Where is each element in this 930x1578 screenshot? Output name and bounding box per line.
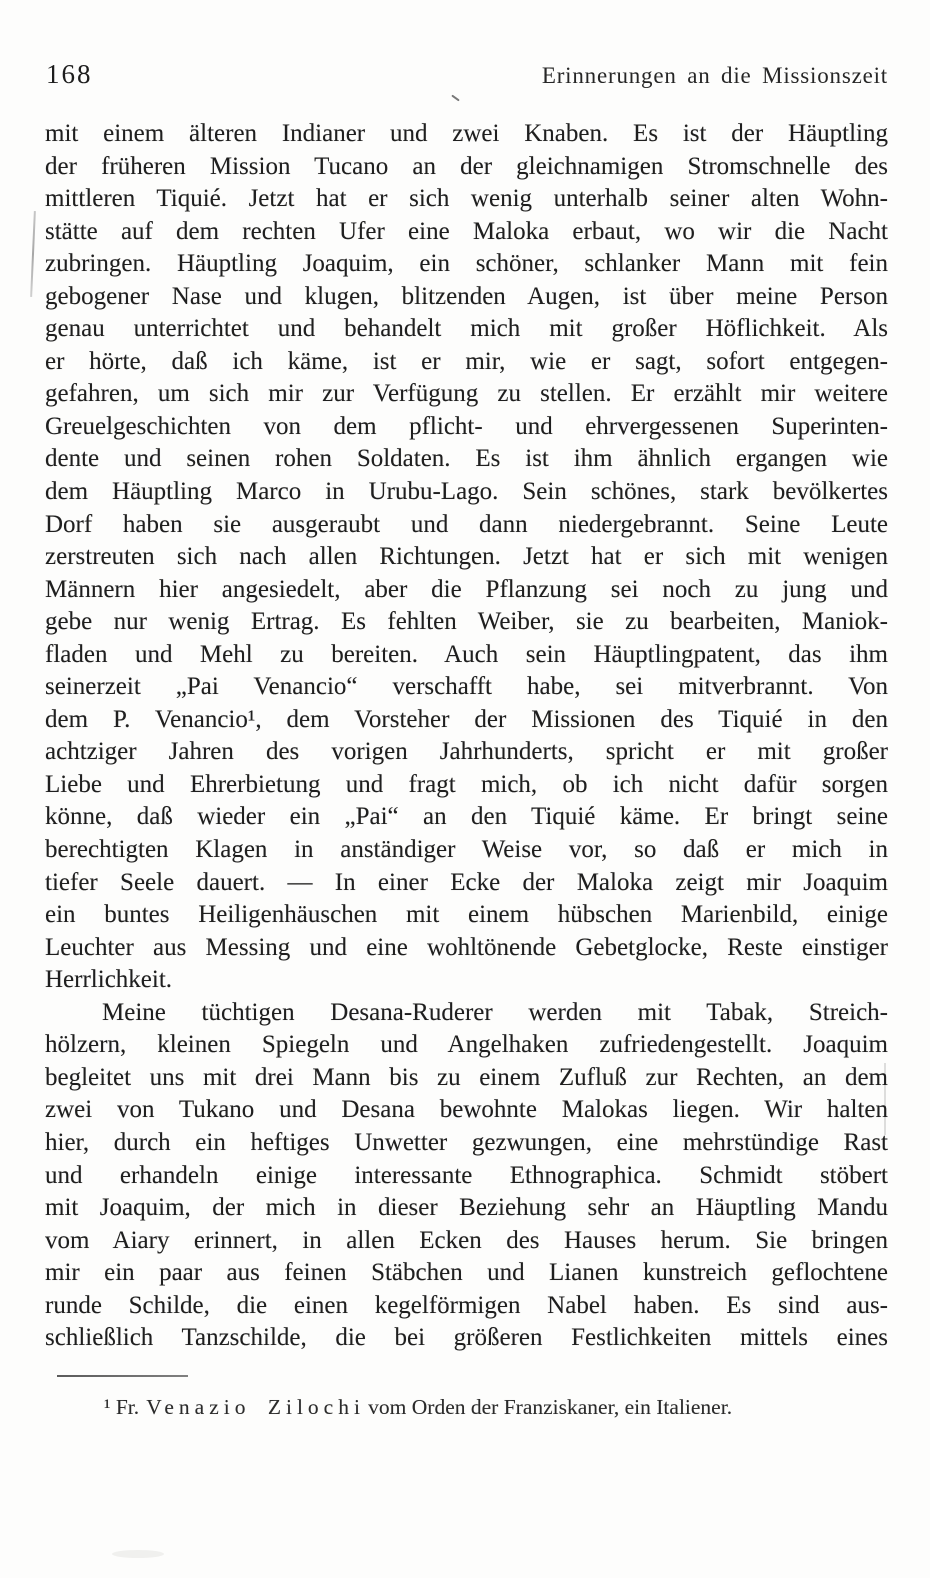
text-line: Liebe und Ehrerbietung und fragt mich, ob ich nicht dafür sorgen	[45, 770, 888, 798]
text-line: der früheren Mission Tucano an der gleichnamigen Stromschnelle des	[45, 152, 888, 180]
text-line: Männern hier angesiedelt, aber die Pflanzung sei noch zu jung und	[45, 575, 888, 603]
text-line: seinerzeit „Pai Venancio“ verschafft habe, sei mitverbrannt. Von	[45, 673, 888, 701]
footnote-name: Venazio Zilochi	[146, 1395, 365, 1419]
text-line: mit einem älteren Indianer und zwei Knaben. Es ist der Häuptling	[45, 120, 888, 147]
text-line: tiefer Seele dauert. — In einer Ecke der Maloka zeigt mir Joaquim	[45, 868, 888, 896]
text-line: hier, durch ein heftiges Unwetter gezwungen, eine mehrstündige Rast	[45, 1128, 888, 1156]
text-line: Herrlichkeit.	[45, 966, 173, 994]
text-line: vom Aiary erinnert, in allen Ecken des Hauses herum. Sie bringen	[45, 1226, 888, 1254]
text-line: mir ein paar aus feinen Stäbchen und Lianen kunstreich geflochtene	[45, 1259, 888, 1287]
text-line: stätte auf dem rechten Ufer eine Maloka erbaut, wo wir die Nacht	[45, 217, 888, 245]
text-line: genau unterrichtet und behandelt mich mit großer Höflichkeit. Als	[45, 315, 888, 343]
text-line: und erhandeln einige interessante Ethnographica. Schmidt stöbert	[45, 1161, 888, 1189]
text-line: Greuelgeschichten von dem pflicht- und ehrvergessenen Superinten-	[45, 412, 888, 440]
footnote	[104, 1395, 732, 1420]
left-margin-scratch	[30, 211, 36, 297]
page-number: 168	[46, 59, 93, 89]
footnote-divider	[57, 1375, 188, 1377]
text-line: fladen und Mehl zu bereiten. Auch sein Häuptlingpatent, das ihm	[45, 640, 888, 668]
text-line: runde Schilde, die einen kegelförmigen Nabel haben. Es sind aus-	[45, 1291, 888, 1319]
text-line: begleitet uns mit drei Mann bis zu einem Zufluß zur Rechten, an dem	[45, 1063, 888, 1091]
running-title: Erinnerungen an die Missionszeit	[541, 63, 888, 88]
text-line: zubringen. Häuptling Joaquim, ein schöner, schlanker Mann mit fein	[45, 250, 888, 278]
text-line: mittleren Tiquié. Jetzt hat er sich wenig unterhalb seiner alten Wohn-	[45, 185, 888, 213]
text-line: berechtigten Klagen in anständiger Weise vor, so daß er mich in	[45, 836, 888, 864]
text-line: gebogener Nase und klugen, blitzenden Augen, ist über meine Person	[45, 282, 888, 310]
text-line: dem Häuptling Marco in Urubu-Lago. Sein schönes, stark bevölkertes	[45, 478, 888, 506]
text-line: Dorf haben sie ausgeraubt und dann niedergebrannt. Seine Leute	[45, 510, 888, 538]
text-line: dente und seinen rohen Soldaten. Es ist ihm ähnlich ergangen wie	[45, 445, 888, 473]
text-line: schließlich Tanzschilde, die bei größeren Festlichkeiten mittels eines	[45, 1324, 888, 1352]
text-line: zerstreuten sich nach allen Richtungen. Jetzt hat er sich mit wenigen	[45, 543, 888, 571]
body-text	[45, 118, 888, 1355]
text-line: gebe nur wenig Ertrag. Es fehlten Weiber, sie zu bearbeiten, Maniok-	[45, 608, 888, 636]
text-line: könne, daß wieder ein „Pai“ an den Tiquié käme. Er bringt seine	[45, 803, 888, 831]
text-line: er hörte, daß ich käme, ist er mir, wie er sagt, sofort entgegen-	[45, 347, 888, 375]
text-line: gefahren, um sich mir zur Verfügung zu stellen. Er erzählt mir weitere	[45, 380, 888, 408]
text-line: dem P. Venancio¹, dem Vorsteher der Missionen des Tiquié in den	[45, 705, 888, 733]
text-line: achtziger Jahren des vorigen Jahrhunderts, spricht er mit großer	[45, 738, 888, 766]
text-line: hölzern, kleinen Spiegeln und Angelhaken zufriedengestellt. Joaquim	[45, 1031, 888, 1059]
scan-smudge	[112, 1550, 164, 1558]
footnote-rest: vom Orden der Franziskaner, ein Italiener.	[368, 1395, 733, 1419]
scan-speck	[451, 95, 460, 102]
text-line: ein buntes Heiligenhäuschen mit einem hübschen Marienbild, einige	[45, 901, 888, 929]
text-line: mit Joaquim, der mich in dieser Beziehung sehr an Häuptling Mandu	[45, 1194, 888, 1222]
text-line: Leuchter aus Messing und eine wohltönende Gebetglocke, Reste einstiger	[45, 933, 888, 961]
text-line: zwei von Tukano und Desana bewohnte Malokas liegen. Wir halten	[45, 1096, 888, 1124]
text-line: Meine tüchtigen Desana-Ruderer werden mit Tabak, Streich-	[102, 998, 888, 1026]
footnote-marker-text: ¹ Fr.	[104, 1395, 140, 1419]
